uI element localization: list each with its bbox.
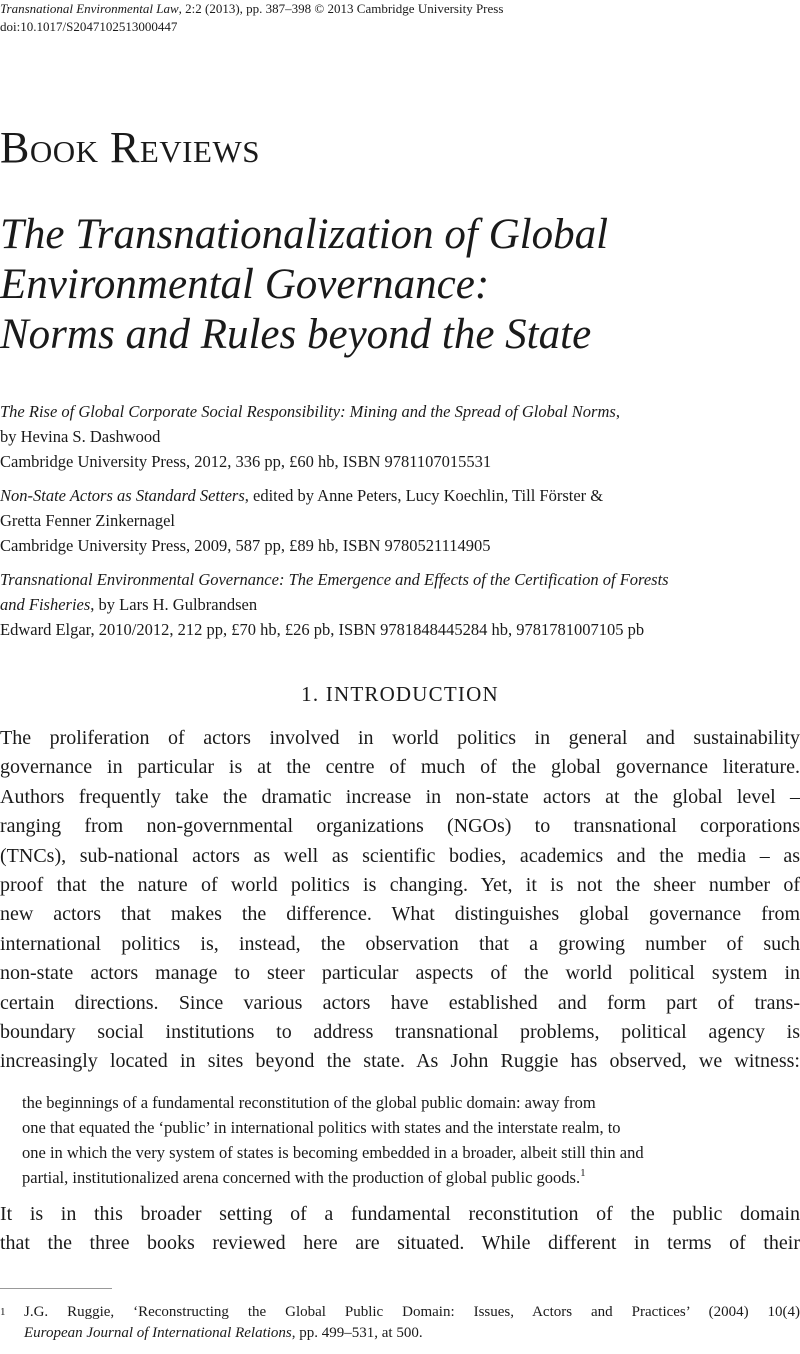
footnote-journal: European Journal of International Relations xyxy=(24,1325,292,1341)
book-publisher: Cambridge University Press, 2009, 587 pp, £89 hb, ISBN 9780521114905 xyxy=(0,536,491,555)
text-line: governance in particular is at the centre of much of the global governance literature. xyxy=(0,756,800,779)
text-line: It is in this broader setting of a fundamental reconstitution of the public domain xyxy=(0,1203,800,1225)
review-title-line: Environmental Governance: xyxy=(0,261,490,308)
book-editors: , edited by Anne Peters, Lucy Koechlin, Till Förster & xyxy=(244,486,604,505)
footnote-ref[interactable]: 1 xyxy=(580,1167,586,1179)
paragraph-2 xyxy=(0,1200,800,1259)
review-title-line: The Transnationalization of Global xyxy=(0,211,609,258)
book-title: The Rise of Global Corporate Social Responsibility: Mining and the Spread of Global Norms xyxy=(0,402,616,421)
book-publisher: Cambridge University Press, 2012, 336 pp, £60 hb, ISBN 9781107015531 xyxy=(0,452,492,471)
book-editors-cont: Gretta Fenner Zinkernagel xyxy=(0,511,176,530)
quote-line: one in which the very system of states is becoming embedded in a broader, albeit still thin and xyxy=(22,1143,644,1162)
book-entry-2 xyxy=(0,483,800,558)
text-line: new actors that makes the difference. What distinguishes global governance from xyxy=(0,903,800,926)
book-title: Non-State Actors as Standard Setters xyxy=(0,486,245,505)
text-line: international politics is, instead, the observation that a growing number of such xyxy=(0,932,800,955)
book-publisher: Edward Elgar, 2010/2012, 212 pp, £70 hb, £26 pb, ISBN 9781848445284 hb, 9781781007105 pb xyxy=(0,620,645,639)
text-line: proof that the nature of world politics is changing. Yet, it is not the sheer number of xyxy=(0,874,800,897)
paragraph-1 xyxy=(0,724,800,1077)
book-author: , by Lars H. Gulbrandsen xyxy=(90,595,258,614)
footnote-pages: , pp. 499–531, at 500. xyxy=(291,1325,423,1341)
book-author: by Hevina S. Dashwood xyxy=(0,427,161,446)
text-line: (TNCs), sub-national actors as well as scientific bodies, academics and the media – as xyxy=(0,844,800,867)
journal-citation: , 2:2 (2013), pp. 387–398 © 2013 Cambridge University Press xyxy=(178,1,504,16)
review-title-line: Norms and Rules beyond the State xyxy=(0,311,592,358)
book-entry-3 xyxy=(0,567,800,642)
book-title-cont: and Fisheries xyxy=(0,595,91,614)
book-entry-1 xyxy=(0,399,800,474)
book-title: Transnational Environmental Governance: The Emergence and Effects of the Certification of Forests xyxy=(0,570,669,589)
text-line: ranging from non-governmental organizations (NGOs) to transnational corporations xyxy=(0,815,800,838)
intro-heading: 1. INTRODUCTION xyxy=(301,682,499,706)
doi: doi:10.1017/S2047102513000447 xyxy=(0,19,178,34)
text-line: non-state actors manage to steer particular aspects of the world political system in xyxy=(0,962,800,985)
text-line: certain directions. Since various actors have established and form part of trans- xyxy=(0,991,800,1014)
text-line: The proliferation of actors involved in world politics in general and sustainability xyxy=(0,727,800,749)
journal-name: Transnational Environmental Law xyxy=(0,1,179,16)
text-line: Authors frequently take the dramatic increase in non-state actors at the global level – xyxy=(0,785,800,808)
quote-line: partial, institutionalized arena concerned with the production of global public goods. xyxy=(22,1168,581,1187)
review-title xyxy=(0,210,800,360)
text-line: boundary social institutions to address transnational problems, political agency is xyxy=(0,1021,800,1044)
running-header xyxy=(0,1,503,17)
text-line: that the three books reviewed here are situated. While different in terms of their xyxy=(0,1232,800,1255)
text-line: increasingly located in sites beyond the state. As John Ruggie has observed, we witness: xyxy=(0,1050,800,1073)
footnote-divider xyxy=(0,1288,112,1289)
book-line-rest: , xyxy=(615,402,620,421)
footnote-number: 1 xyxy=(0,1306,6,1318)
footnote-line: J.G. Ruggie, ‘Reconstructing the Global Public Domain: Issues, Actors and Practices’ (2004) 10(4) xyxy=(24,1304,800,1320)
quote-line: one that equated the ‘public’ in international politics with states and the interstate realm, to xyxy=(22,1118,621,1137)
section-heading: Book Reviews xyxy=(0,123,260,172)
block-quote xyxy=(22,1090,788,1190)
quote-line: the beginnings of a fundamental reconstitution of the global public domain: away from xyxy=(22,1093,596,1112)
